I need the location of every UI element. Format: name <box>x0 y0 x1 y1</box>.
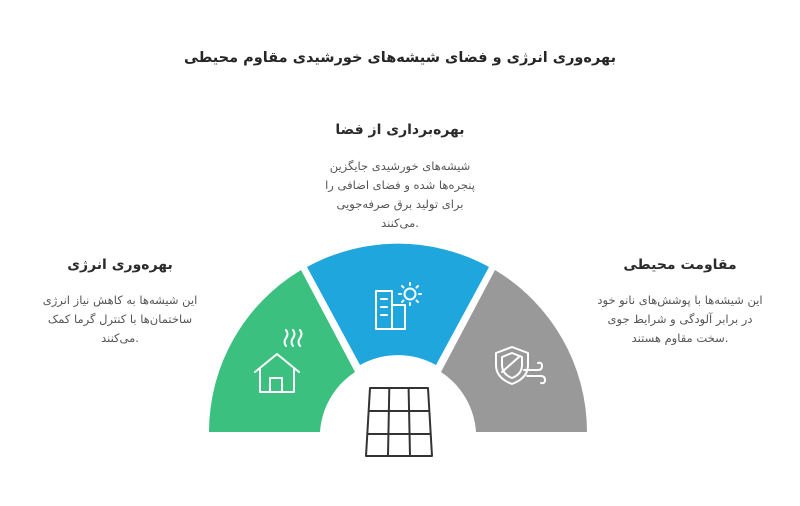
description-line: .می‌کنند <box>101 331 139 345</box>
description-line: .سخت مقاوم هستند <box>631 331 729 345</box>
environmental-resistance-title: مقاومت محیطی <box>623 257 737 273</box>
energy-efficiency-title: بهره‌وری انرژی <box>67 257 173 273</box>
description-line: ساختمان‌ها با کنترل گرما کمک <box>47 312 193 326</box>
description-line: این شیشه‌ها به کاهش نیاز انرژی <box>42 293 198 307</box>
solar-panel-icon <box>366 388 432 456</box>
description-line: پنجره‌ها شده و فضای اضافی را <box>325 178 475 192</box>
description-line: در برابر آلودگی و شرایط جوی <box>607 312 753 326</box>
space-utilization-title: بهره‌برداری از فضا <box>335 122 465 138</box>
description-line: .می‌کنند <box>381 216 419 230</box>
description-line: برای تولید برق صرفه‌جویی <box>336 197 464 211</box>
description-line: این شیشه‌ها با پوشش‌های نانو خود <box>597 293 763 307</box>
diagram-title: بهره‌وری انرژی و فضای شیشه‌های خورشیدی مقاوم محیطی <box>183 50 617 66</box>
description-line: شیشه‌های خورشیدی جایگزین <box>329 159 471 173</box>
